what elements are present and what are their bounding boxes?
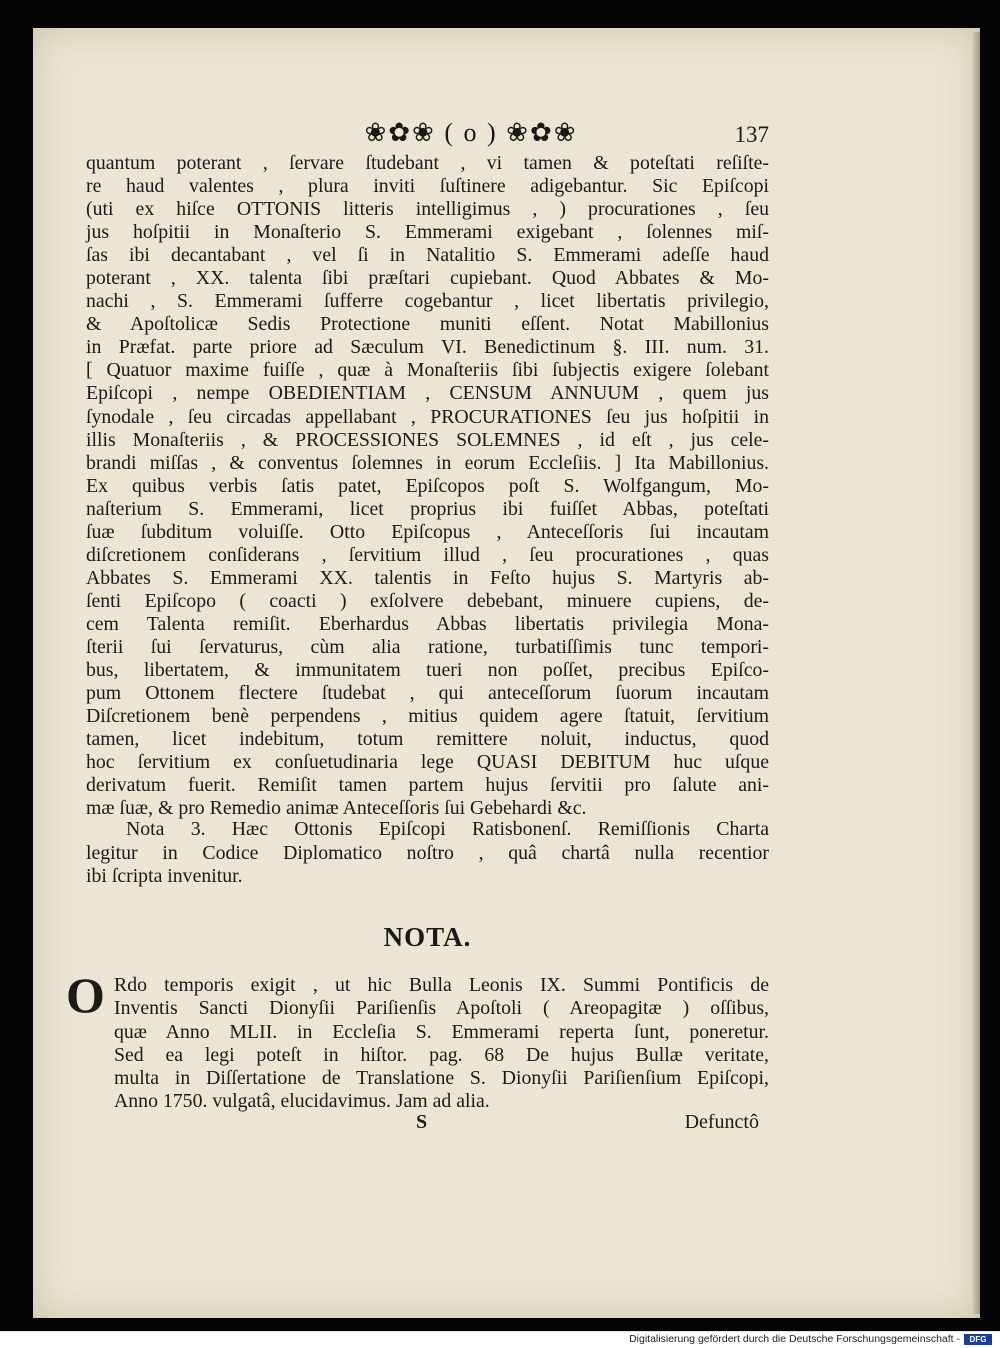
text-line: Epiſcopi , nempe OBEDIENTIAM , CENSUM ANNUUM , quem jus xyxy=(86,382,769,405)
text-line: derivatum fuerit. Remiſit tamen partem hujus ſervitii pro ſalute ani- xyxy=(86,774,769,797)
page-header xyxy=(86,118,769,148)
text-line: brandi miſſas , & conventus ſolemnes in eorum Eccleſiis. ] Ita Mabillonius. xyxy=(86,451,769,474)
text-line: multa in Diſſertatione de Translatione S. Dionyſii Pariſienſium Epiſcopi, xyxy=(114,1067,769,1090)
text-line: (uti ex hiſce OTTONIS litteris intelligimus , ) procurationes , ſeu xyxy=(86,198,769,221)
nota-heading: NOTA. xyxy=(383,922,472,952)
text-line: legitur in Codice Diplomatico noſtro , quâ chartâ nulla recentior xyxy=(86,841,769,864)
catchword: Defunctô xyxy=(684,1111,759,1133)
nota-paragraph xyxy=(66,967,769,1114)
page-edge xyxy=(972,32,980,1314)
text-line: in Præfat. parte priore ad Sæculum VI. Benedictinum §. III. num. 31. xyxy=(86,336,769,359)
drop-cap: O xyxy=(66,967,105,1023)
text-line: naſterium S. Emmerami, licet proprius ibi fuiſſet Abbas, poteſtati xyxy=(86,497,769,520)
text-line: & Apoſtolicæ Sedis Protectione muniti eſſent. Notat Mabillonius xyxy=(86,313,769,336)
text-line: bus, libertatem, & immunitatem tueri non poſſet, precibus Epiſco- xyxy=(86,659,769,682)
text-line: hoc ſervitium ex conſuetudinaria lege QUASI DEBITUM huc uſque xyxy=(86,751,769,774)
text-line: ibi ſcripta invenitur. xyxy=(86,865,243,887)
text-line: Inventis Sancti Dionyſii Pariſienſis Apoſtoli ( Areopagitæ ) oſſibus, xyxy=(114,997,769,1020)
text-line: quantum poterant , ſervare ſtudebant , vi tamen & poteſtati reſiſte- xyxy=(86,152,769,174)
text-line: diſcretionem conſiderans , ſervitium illud , ſeu procurationes , quas xyxy=(86,543,769,566)
header-ornament: ❀✿❀ ( o ) ❀✿❀ xyxy=(364,118,578,147)
text-line: re haud valentes , plura inviti ſuſtinere adigebantur. Sic Epiſcopi xyxy=(86,175,769,198)
signature-mark: S xyxy=(416,1111,428,1133)
text-line: ſenti Epiſcopo ( coacti ) exſolvere debebant, minuere cupiens, de- xyxy=(86,589,769,612)
text-line: jus hoſpitii in Monaſterio S. Emmerami exigebant , ſolennes miſ- xyxy=(86,221,769,244)
text-line: Rdo temporis exigit , ut hic Bulla Leonis IX. Summi Pontificis de xyxy=(114,974,769,996)
text-line: Anno 1750. vulgatâ, elucidavimus. Jam ad alia. xyxy=(114,1090,490,1113)
text-line: Diſcretionem benè perpendens , mitius quidem agere ſtatuit, ſervitium xyxy=(86,705,769,728)
text-line: quæ Anno MLII. in Eccleſia S. Emmerami reperta ſunt, poneretur. xyxy=(114,1020,769,1043)
digitization-credit: Digitalisierung gefördert durch die Deutsche Forschungsgemeinschaft - xyxy=(629,1333,960,1345)
text-line: ſterii ſui ſervaturus, cùm alia ratione, turbatiſſimis tunc tempori- xyxy=(86,635,769,658)
text-line: Nota 3. Hæc Ottonis Epiſcopi Ratisbonenſ. Remiſſionis Charta xyxy=(126,818,769,840)
text-line: ſas ibi decantabant , vel ſi in Natalitio S. Emmerami adeſſe haud xyxy=(86,244,769,267)
page-number: 137 xyxy=(734,122,769,147)
text-line: [ Quatuor maxime fuiſſe , quæ à Monaſteriis ſibi ſubjectis exigere ſolebant xyxy=(86,359,769,382)
text-line: pum Ottonem flectere ſtudebat , qui anteceſſorum ſuorum incautam xyxy=(86,682,769,705)
digitization-banner xyxy=(0,1331,1000,1348)
text-line: cem Talenta remiſit. Eberhardus Abbas libertatis privilegia Mona- xyxy=(86,612,769,635)
text-line: Abbates S. Emmerami XX. talentis in Feſto hujus S. Martyris ab- xyxy=(86,566,769,589)
dfg-logo-icon: DFG xyxy=(964,1334,992,1345)
text-line: poterant , XX. talenta ſibi præſtari cupiebant. Quod Abbates & Mo- xyxy=(86,267,769,290)
page-footer xyxy=(86,1111,769,1135)
text-line: ſynodale , ſeu circadas appellabant , PROCURATIONES ſeu jus hoſpitii in xyxy=(86,405,769,428)
text-line: nachi , S. Emmerami ſufferre cogebantur , licet libertatis privilegio, xyxy=(86,290,769,313)
main-paragraph xyxy=(86,152,769,820)
text-line: tamen, licet indebitum, totum remittere noluit, inductus, quod xyxy=(86,728,769,751)
text-line: Ex quibus verbis ſatis patet, Epiſcopos poſt S. Wolfgangum, Mo- xyxy=(86,474,769,497)
text-line: ſuæ ſubditum voluiſſe. Otto Epiſcopus , Anteceſſoris ſui incautam xyxy=(86,520,769,543)
note-3-paragraph xyxy=(86,818,769,889)
text-line: mæ ſuæ, & pro Remedio animæ Anteceſſoris ſui Gebehardi &c. xyxy=(86,797,587,820)
text-line: Sed ea legi poteſt in hiſtor. pag. 68 De hujus Bullæ veritate, xyxy=(114,1043,769,1066)
text-line: illis Monaſteriis , & PROCESSIONES SOLEMNES , id eſt , jus cele- xyxy=(86,428,769,451)
